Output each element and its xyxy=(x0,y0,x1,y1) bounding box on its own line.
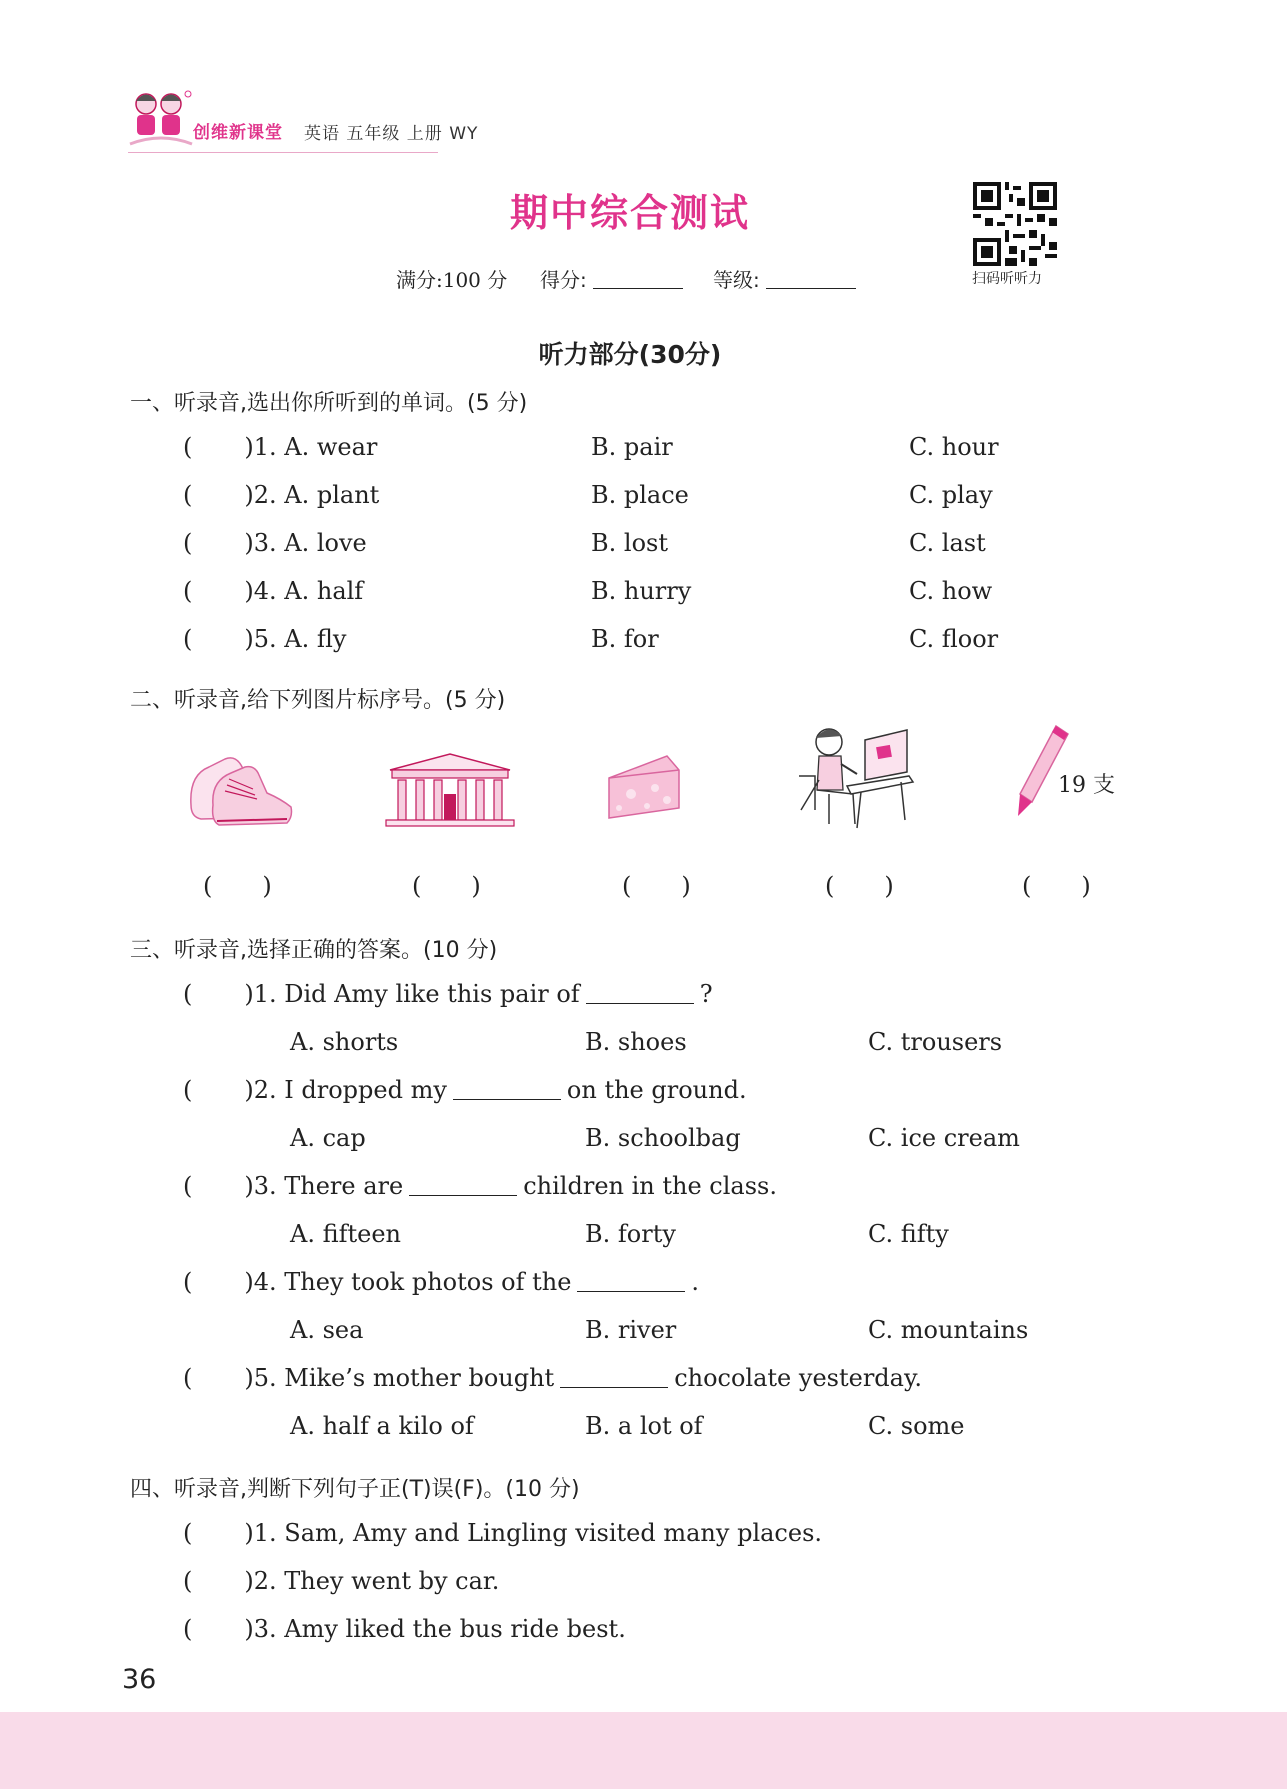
part4-item xyxy=(183,1519,822,1547)
choice-b: B. forty xyxy=(585,1220,676,1248)
choice-c: C. trousers xyxy=(868,1028,1003,1056)
part4-item xyxy=(183,1615,626,1643)
question-text-end: . xyxy=(691,1268,700,1296)
picture-answer-paren[interactable]: ( ) xyxy=(622,872,691,900)
qr-code-icon[interactable] xyxy=(973,182,1057,266)
part1-item xyxy=(183,625,346,653)
answer-paren-open[interactable]: ( xyxy=(183,980,193,1008)
statement-text: )3. Amy liked the bus ride best. xyxy=(244,1615,626,1643)
part1-item xyxy=(183,481,379,509)
fill-blank[interactable] xyxy=(560,1386,668,1388)
question-text-end: on the ground. xyxy=(566,1076,747,1104)
part3-question xyxy=(183,1364,922,1392)
question-text-end: chocolate yesterday. xyxy=(674,1364,922,1392)
section-title: 听力部分(30分) xyxy=(538,340,722,369)
item-option-b: B. pair xyxy=(591,433,673,461)
item-option-c: C. how xyxy=(909,577,993,605)
item-option-a: )4. A. half xyxy=(244,577,364,605)
answer-paren-open[interactable]: ( xyxy=(183,481,193,509)
fill-blank[interactable] xyxy=(453,1098,561,1100)
item-option-c: C. last xyxy=(909,529,986,557)
question-text-end: ? xyxy=(699,980,713,1008)
answer-paren-open[interactable]: ( xyxy=(183,529,193,557)
part3-question xyxy=(183,1268,699,1296)
question-text: )4. They took photos of the xyxy=(244,1268,572,1296)
cheese-icon xyxy=(605,752,683,822)
answer-paren-open[interactable]: ( xyxy=(183,577,193,605)
grade-field xyxy=(713,264,862,293)
statement-text: )1. Sam, Amy and Lingling visited many places. xyxy=(244,1519,823,1547)
question-text: )2. I dropped my xyxy=(244,1076,447,1104)
fill-blank[interactable] xyxy=(577,1290,685,1292)
item-option-b: B. for xyxy=(591,625,659,653)
grade-label: 等级: xyxy=(713,268,760,292)
part1-heading: 一、听录音,选出你所听到的单词。(5 分) xyxy=(130,391,528,416)
score-label: 得分: xyxy=(540,268,587,292)
pen-count-label: 19 支 xyxy=(1058,773,1115,798)
item-option-b: B. place xyxy=(591,481,689,509)
answer-paren-open[interactable]: ( xyxy=(183,1076,193,1104)
choice-b: B. river xyxy=(585,1316,677,1344)
choice-a: A. shorts xyxy=(290,1028,399,1056)
part1-item xyxy=(183,433,377,461)
item-option-a: )3. A. love xyxy=(244,529,367,557)
answer-paren-open[interactable]: ( xyxy=(183,1268,193,1296)
score-blank[interactable] xyxy=(593,287,683,289)
choice-a: A. fifteen xyxy=(290,1220,401,1248)
museum-icon xyxy=(380,748,520,830)
choice-a: A. half a kilo of xyxy=(290,1412,474,1440)
part3-question xyxy=(183,1172,777,1200)
full-score: 满分:100 分 xyxy=(396,268,508,292)
answer-paren-open[interactable]: ( xyxy=(183,433,193,461)
answer-paren-open[interactable]: ( xyxy=(183,1364,193,1392)
choice-b: B. schoolbag xyxy=(585,1124,741,1152)
kids-logo-icon xyxy=(126,88,196,154)
part3-heading: 三、听录音,选择正确的答案。(10 分) xyxy=(130,938,498,963)
choice-c: C. ice cream xyxy=(868,1124,1020,1152)
picture-answer-paren[interactable]: ( ) xyxy=(825,872,894,900)
subject-label: 英语 五年级 上册 WY xyxy=(304,124,479,144)
fill-blank[interactable] xyxy=(409,1194,517,1196)
answer-paren-open[interactable]: ( xyxy=(183,1567,193,1595)
item-option-a: )1. A. wear xyxy=(244,433,378,461)
answer-paren-open[interactable]: ( xyxy=(183,1519,193,1547)
item-option-c: C. play xyxy=(909,481,993,509)
picture-answer-paren[interactable]: ( ) xyxy=(203,872,272,900)
choice-a: A. sea xyxy=(290,1316,364,1344)
part3-question xyxy=(183,980,713,1008)
item-option-b: B. lost xyxy=(591,529,668,557)
footer-band xyxy=(0,1712,1287,1789)
picture-answer-paren[interactable]: ( ) xyxy=(412,872,481,900)
header-divider xyxy=(128,152,438,153)
part4-item xyxy=(183,1567,499,1595)
answer-paren-open[interactable]: ( xyxy=(183,625,193,653)
part2-heading: 二、听录音,给下列图片标序号。(5 分) xyxy=(130,688,506,713)
choice-b: B. a lot of xyxy=(585,1412,703,1440)
choice-b: B. shoes xyxy=(585,1028,687,1056)
choice-c: C. fifty xyxy=(868,1220,949,1248)
page-number: 36 xyxy=(122,1664,157,1695)
item-option-c: C. hour xyxy=(909,433,999,461)
item-option-b: B. hurry xyxy=(591,577,692,605)
item-option-a: )2. A. plant xyxy=(244,481,380,509)
answer-paren-open[interactable]: ( xyxy=(183,1172,193,1200)
answer-paren-open[interactable]: ( xyxy=(183,1615,193,1643)
question-text-end: children in the class. xyxy=(523,1172,777,1200)
question-text: )1. Did Amy like this pair of xyxy=(244,980,580,1008)
choice-a: A. cap xyxy=(290,1124,366,1152)
fill-blank[interactable] xyxy=(586,1002,694,1004)
picture-answer-paren[interactable]: ( ) xyxy=(1022,872,1091,900)
part4-heading: 四、听录音,判断下列句子正(T)误(F)。(10 分) xyxy=(130,1477,580,1502)
brand-name: 创维新课堂 xyxy=(193,123,283,143)
question-text: )3. There are xyxy=(244,1172,404,1200)
boy-computer-icon xyxy=(795,720,915,832)
score-field xyxy=(540,264,689,293)
statement-text: )2. They went by car. xyxy=(244,1567,500,1595)
qr-label: 扫码听听力 xyxy=(972,271,1042,287)
item-option-c: C. floor xyxy=(909,625,999,653)
question-text: )5. Mike’s mother bought xyxy=(244,1364,555,1392)
choice-c: C. some xyxy=(868,1412,965,1440)
part1-item xyxy=(183,529,367,557)
part1-item xyxy=(183,577,363,605)
item-option-a: )5. A. fly xyxy=(244,625,347,653)
part3-question xyxy=(183,1076,747,1104)
grade-blank[interactable] xyxy=(766,287,856,289)
choice-c: C. mountains xyxy=(868,1316,1029,1344)
shoes-icon xyxy=(183,745,295,831)
page-title: 期中综合测试 xyxy=(509,191,750,235)
